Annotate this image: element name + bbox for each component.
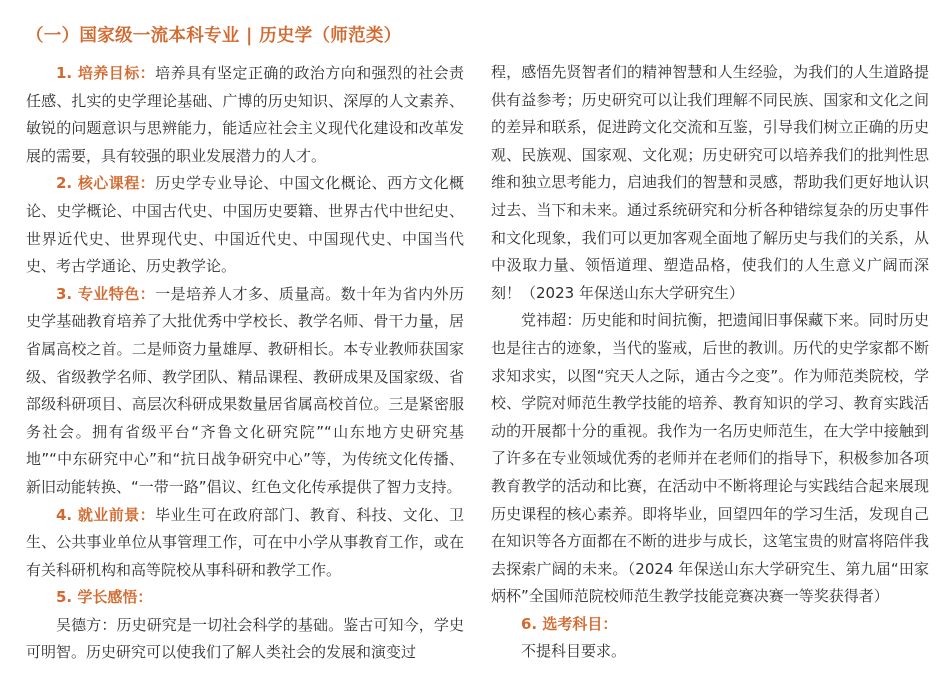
core-courses-text: 历史学专业导论、中国文化概论、西方文化概论、史学概论、中国古代史、中国历史要籍、世界古代中世纪史、世界近代史、世界现代史、中国近代史、中国现代史、中国当代史、考古学通论、历史教学论。 [26,174,464,276]
core-courses-label: 2. 核心课程： [56,174,156,193]
subjects-heading [491,611,929,639]
subjects-label: 6. 选考科目： [521,614,618,633]
core-courses-paragraph [26,170,464,280]
features-paragraph [26,281,464,502]
section-title: （一）国家级一流本科专业 | 历史学（师范类） [26,26,402,46]
features-label: 3. 专业特色： [56,284,156,303]
features-text: 一是培养人才多、质量高。数十年为省内外历史学基础教育培养了大批优秀中学校长、教学名师、骨干力量，居省属高校之首。二是师资力量雄厚、教研相长。本专业教师获国家级、省级教学名师、教学团队、精品课程、教研成果及国家级、省部级科研项目、高层次科研成果数量居省属高校首位。三是紧密服务社会。拥有省级平台“齐鲁文化研究院”“山东地方史研究基地”“中东研究中心”和“抗日战争研究中心”等，为传统文化传播、新旧动能转换、“一带一路”倡议、红色文化传承提供了智力支持。 [26,284,464,496]
senior-wu-paragraph-start: 吴德方：历史研究是一切社会科学的基础。鉴古可知今，学史可明智。历史研究可以使我们了解人类社会的发展和演变过 [26,615,464,662]
training-goal-text: 培养具有坚定正确的政治方向和强烈的社会责任感、扎实的史学理论基础、广博的历史知识、深厚的人文素养、敏锐的问题意识与思辨能力，能适应社会主义现代化建设和改革发展的需要，具有较强的职业发展潜力的人才。 [26,64,464,165]
prospects-text: 毕业生可在政府部门、教育、科技、文化、卫生、公共事业单位从事管理工作，可在中小学从事教育工作，或在有关科研机构和高等院校从事科研和教学工作。 [26,505,464,579]
senior-insights-label: 5. 学长感悟： [56,588,153,607]
senior-insights-heading [26,584,464,612]
subjects-text: 不提科目要求。 [521,642,627,661]
senior-dang-paragraph: 党祎超：历史能和时间抗衡，把遗闻旧事保藏下来。同时历史也是往古的迹象，当代的鉴戒，后世的教训。历代的史学家都不断求知求实，以图“究天人之际，通古今之变”。作为师范类院校，学校、学院对师范生教学技能的培养、教育知识的学习、教育实践活动的开展都十分的重视。我作为一名历史师范生，在大学中接触到了许多在专业领域优秀的老师并在老师们的指导下，积极参加各项教育教学的活动和比赛，在活动中不断将理论与实践结合起来展现历史课程的核心素养。即将毕业，回望四年的学习生活，发现自己在知识等各方面都在不断的进步与成长，这笔宝贵的财富将陪伴我去探索广阔的未来。（2024 年保送山东大学研究生、第九届“田家炳杯”全国师范院校师范生教学技能竞赛决赛一等奖获得者） [491,311,929,606]
prospects-label: 4. 就业前景： [56,505,156,524]
left-column [26,60,464,667]
prospects-paragraph [26,502,464,585]
right-column [491,59,929,666]
senior-wu-paragraph-end: 程，感悟先贤智者们的精神智慧和人生经验，为我们的人生道路提供有益参考；历史研究可以让我们理解不同民族、国家和文化之间的差异和联系，促进跨文化交流和互鉴，引导我们树立正确的历史观、民族观、国家观、文化观；历史研究可以培养我们的批判性思维和独立思考能力，启迪我们的智慧和灵感，帮助我们更好地认识过去、当下和未来。通过系统研究和分析各种错综复杂的历史事件和文化现象，我们可以更加客观全面地了解历史与我们的关系，从中汲取力量、领悟道理、塑造品格，使我们的人生意义广阔而深刻！（2023 年保送山东大学研究生） [491,63,929,302]
training-goal-label: 1. 培养目标： [56,64,156,82]
training-goal-paragraph [26,60,464,170]
